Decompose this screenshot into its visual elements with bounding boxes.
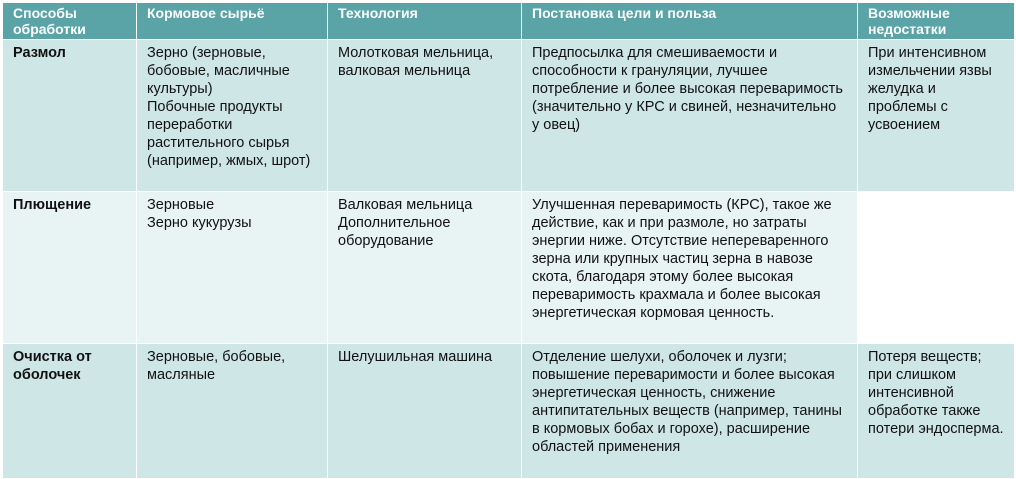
technology-cell xyxy=(328,40,522,192)
header-drawbacks: Возможные недостатки xyxy=(858,3,1015,40)
goal-cell: Предпосылка для смешиваемости и способности к грануляции, лучшее потребление и более высокая переваримость (значительно у КРС и свиней, незначительно у овец) xyxy=(522,40,858,192)
technology-line: Шелушильная машина xyxy=(338,349,493,365)
table-row xyxy=(3,344,1015,479)
feed-processing-table xyxy=(2,2,1015,479)
feed-line: Зерновые, бобовые, масляные xyxy=(147,349,286,383)
header-goal: Постановка цели и польза xyxy=(522,3,858,40)
goal-cell: Отделение шелухи, оболочек и лузги; повышение переваримости и более высокая энергетическая ценность, снижение антипитательных веществ (например, танины в кормовых бобах и горохе), расширение областей применения xyxy=(522,344,858,479)
feed-line: Зерновые xyxy=(147,197,215,213)
technology-line: Дополнительное оборудование xyxy=(338,215,451,249)
drawbacks-cell: При интенсивном измельчении язвы желудка и проблемы с усвоением xyxy=(858,40,1015,192)
goal-cell: Улучшенная переваримость (КРС), такое же действие, как и при размоле, но затраты энергии ниже. Отсутствие непереваренного зерна или крупных частиц зерна в навозе скота, благодаря этому более высокая переваримость крахмала и более высокая энергетическая кормовая ценность. xyxy=(522,192,858,344)
technology-cell xyxy=(328,192,522,344)
table-row xyxy=(3,192,1015,344)
feed-cell xyxy=(137,192,328,344)
feed-line: Побочные продукты переработки растительного сырья (например, жмых, шрот) xyxy=(147,99,311,169)
feed-cell xyxy=(137,40,328,192)
feed-cell xyxy=(137,344,328,479)
method-cell: Плющение xyxy=(3,192,137,344)
feed-line: Зерно кукурузы xyxy=(147,215,252,231)
technology-line: Валковая мельница xyxy=(338,197,473,213)
technology-line: Молотковая мельница, валковая мельница xyxy=(338,45,494,79)
technology-cell xyxy=(328,344,522,479)
method-cell: Очистка от оболочек xyxy=(3,344,137,479)
header-technology: Технология xyxy=(328,3,522,40)
drawbacks-cell: Потеря веществ; при слишком интенсивной обработке также потери эндосперма. xyxy=(858,344,1015,479)
header-method: Способы обработки xyxy=(3,3,137,40)
table-row xyxy=(3,40,1015,192)
method-cell: Размол xyxy=(3,40,137,192)
header-feed: Кормовое сырьё xyxy=(137,3,328,40)
feed-line: Зерно (зерновые, бобовые, масличные культуры) xyxy=(147,45,290,97)
drawbacks-cell xyxy=(858,192,1015,344)
header-row xyxy=(3,3,1015,40)
